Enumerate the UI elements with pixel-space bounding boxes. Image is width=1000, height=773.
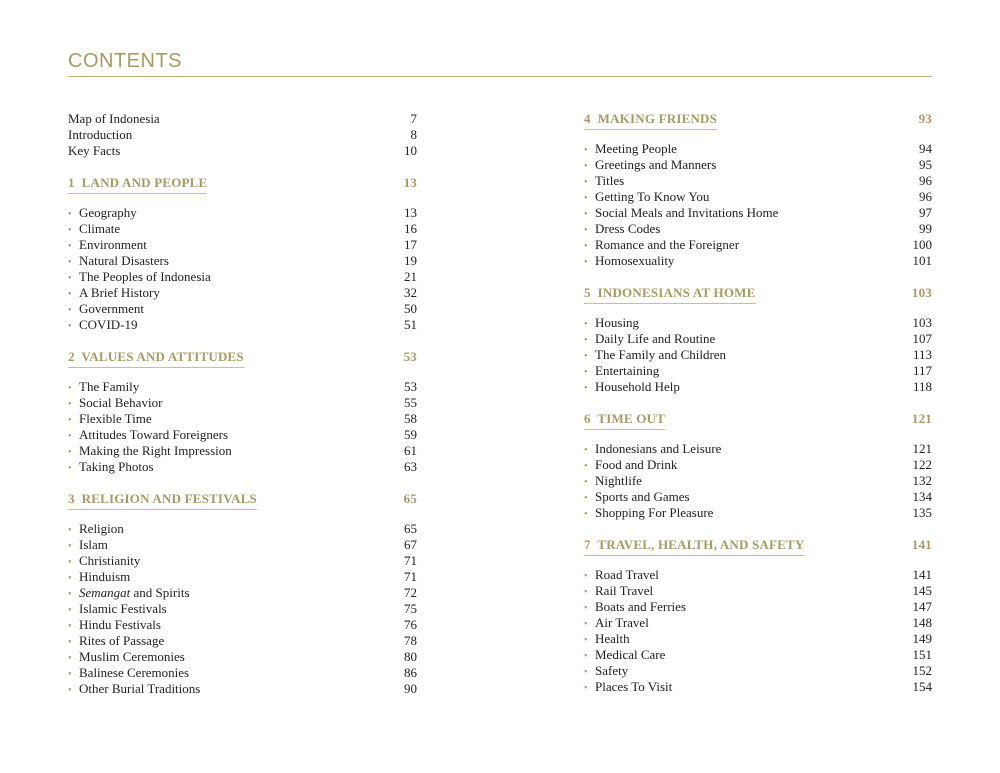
entry-page: 55	[404, 395, 417, 410]
bullet-icon: •	[584, 383, 588, 394]
bullet-icon: •	[584, 587, 588, 598]
bullet-icon: •	[68, 321, 72, 332]
chapter-heading-1[interactable]	[68, 175, 417, 191]
toc-entry[interactable]	[584, 189, 932, 205]
entry-page: 10	[404, 143, 417, 158]
toc-entry[interactable]	[584, 583, 932, 599]
entry-page: 134	[912, 489, 932, 504]
entry-page: 145	[912, 583, 932, 598]
bullet-icon: •	[68, 415, 72, 426]
bullet-icon: •	[584, 461, 588, 472]
bullet-icon: •	[584, 319, 588, 330]
toc-entry[interactable]	[584, 663, 932, 679]
chapter-title: 7 TRAVEL, HEALTH, AND SAFETY	[584, 537, 805, 556]
bullet-icon: •	[68, 685, 72, 696]
entry-label: Hinduism	[79, 569, 131, 584]
entry-label: Government	[79, 301, 144, 316]
toc-entry[interactable]	[68, 221, 417, 237]
entry-page: 76	[404, 617, 417, 632]
entry-label: Health	[595, 631, 630, 646]
toc-entry[interactable]	[584, 141, 932, 157]
entry-page: 67	[404, 537, 417, 552]
chapter-title: 1 LAND AND PEOPLE	[68, 175, 207, 194]
entry-label: Homosexuality	[595, 253, 675, 268]
entry-page: 53	[404, 379, 417, 394]
entry-label: Getting To Know You	[595, 189, 710, 204]
entry-page: 113	[912, 347, 932, 362]
entry-page: 152	[912, 663, 932, 678]
entry-page: 107	[912, 331, 932, 346]
bullet-icon: •	[68, 573, 72, 584]
bullet-icon: •	[584, 351, 588, 362]
entry-page: 17	[404, 237, 417, 252]
toc-entry[interactable]	[584, 363, 932, 379]
toc-entry[interactable]	[68, 127, 417, 143]
entry-page: 59	[404, 427, 417, 442]
entry-page: 51	[404, 317, 417, 332]
toc-entry[interactable]	[68, 237, 417, 253]
bullet-icon: •	[68, 447, 72, 458]
chapter-page: 93	[918, 111, 932, 126]
bullet-icon: •	[68, 589, 72, 600]
entry-page: 78	[404, 633, 417, 648]
entry-page: 7	[410, 111, 417, 126]
entry-label: Rail Travel	[595, 583, 654, 598]
chapter-heading-4[interactable]	[584, 111, 932, 127]
toc-entry[interactable]	[68, 633, 417, 649]
toc-entry[interactable]	[584, 489, 932, 505]
toc-entry[interactable]	[584, 679, 932, 695]
bullet-icon: •	[68, 637, 72, 648]
entry-label: COVID-19	[79, 317, 138, 332]
entry-label: Islamic Festivals	[79, 601, 167, 616]
toc-entry[interactable]	[68, 521, 417, 537]
bullet-icon: •	[68, 557, 72, 568]
entry-label: Shopping For Pleasure	[595, 505, 714, 520]
chapter-heading-2[interactable]	[68, 349, 417, 365]
entry-label: The Family and Children	[595, 347, 727, 362]
entry-page: 151	[912, 647, 932, 662]
bullet-icon: •	[584, 367, 588, 378]
toc-entry[interactable]	[68, 285, 417, 301]
entry-page: 122	[912, 457, 932, 472]
bullet-icon: •	[68, 541, 72, 552]
entry-page: 96	[919, 189, 932, 204]
bullet-icon: •	[584, 225, 588, 236]
entry-page: 86	[404, 665, 417, 680]
entry-page: 121	[912, 441, 932, 456]
chapter-page: 141	[911, 537, 932, 552]
entry-label: and Spirits	[130, 585, 190, 600]
bullet-icon: •	[68, 605, 72, 616]
toc-entry[interactable]	[584, 505, 932, 521]
bullet-icon: •	[584, 509, 588, 520]
bullet-icon: •	[68, 225, 72, 236]
toc-entry[interactable]	[68, 269, 417, 285]
bullet-icon: •	[584, 193, 588, 204]
entry-page: 71	[404, 553, 417, 568]
entry-label-italic: Semangat	[79, 585, 131, 600]
entry-label: Map of Indonesia	[68, 111, 160, 126]
chapter-page: 103	[911, 285, 932, 300]
bullet-icon: •	[584, 145, 588, 156]
entry-label: Sports and Games	[595, 489, 690, 504]
toc-entry[interactable]	[68, 443, 417, 459]
bullet-icon: •	[584, 161, 588, 172]
entry-label: Social Meals and Invitations Home	[595, 205, 779, 220]
toc-entry[interactable]	[584, 347, 932, 363]
entry-label: Meeting People	[595, 141, 677, 156]
chapter-title: 6 TIME OUT	[584, 411, 665, 430]
bullet-icon: •	[584, 635, 588, 646]
entry-label: Nightlife	[595, 473, 642, 488]
toc-entry[interactable]	[68, 459, 417, 475]
entry-label: Daily Life and Routine	[595, 331, 716, 346]
bullet-icon: •	[584, 177, 588, 188]
entry-page: 75	[404, 601, 417, 616]
entry-label: A Brief History	[79, 285, 160, 300]
entry-label: Christianity	[79, 553, 141, 568]
toc-entry[interactable]	[68, 111, 417, 127]
toc-entry[interactable]	[68, 585, 417, 601]
entry-label: Attitudes Toward Foreigners	[79, 427, 229, 442]
entry-label: Places To Visit	[595, 679, 673, 694]
entry-page: 72	[404, 585, 417, 600]
bullet-icon: •	[584, 571, 588, 582]
entry-page: 132	[912, 473, 932, 488]
chapter-heading-5[interactable]	[584, 285, 932, 301]
entry-page: 148	[912, 615, 932, 630]
bullet-icon: •	[68, 241, 72, 252]
chapter-title: 2 VALUES AND ATTITUDES	[68, 349, 244, 368]
toc-entry[interactable]	[584, 473, 932, 489]
toc-entry[interactable]	[584, 457, 932, 473]
entry-label: Islam	[79, 537, 108, 552]
toc-entry[interactable]	[584, 237, 932, 253]
entry-label: Flexible Time	[79, 411, 152, 426]
entry-page: 13	[404, 205, 417, 220]
entry-label: Titles	[595, 173, 625, 188]
toc-entry[interactable]	[584, 379, 932, 395]
bullet-icon: •	[584, 683, 588, 694]
bullet-icon: •	[584, 241, 588, 252]
entry-label: Key Facts	[68, 143, 121, 158]
toc-left-column	[68, 111, 417, 697]
toc-entry[interactable]	[68, 537, 417, 553]
bullet-icon: •	[584, 209, 588, 220]
bullet-icon: •	[68, 305, 72, 316]
entry-page: 80	[404, 649, 417, 664]
entry-label: Rites of Passage	[79, 633, 165, 648]
entry-page: 118	[912, 379, 932, 394]
toc-entry[interactable]	[68, 301, 417, 317]
entry-page: 100	[912, 237, 932, 252]
entry-label: The Family	[79, 379, 140, 394]
toc-entry[interactable]	[584, 615, 932, 631]
chapter-title: 4 MAKING FRIENDS	[584, 111, 717, 130]
entry-label: Air Travel	[595, 615, 649, 630]
entry-page: 117	[912, 363, 932, 378]
entry-page: 99	[919, 221, 932, 236]
entry-page: 50	[404, 301, 417, 316]
bullet-icon: •	[68, 383, 72, 394]
bullet-icon: •	[584, 619, 588, 630]
toc-entry[interactable]	[68, 143, 417, 159]
entry-page: 147	[912, 599, 932, 614]
entry-label: Road Travel	[595, 567, 659, 582]
entry-page: 135	[912, 505, 932, 520]
bullet-icon: •	[584, 651, 588, 662]
bullet-icon: •	[68, 273, 72, 284]
bullet-icon: •	[68, 463, 72, 474]
bullet-icon: •	[68, 621, 72, 632]
bullet-icon: •	[584, 493, 588, 504]
toc-entry[interactable]	[584, 253, 932, 269]
toc-entry[interactable]	[584, 173, 932, 189]
entry-page: 149	[912, 631, 932, 646]
toc-entry[interactable]	[68, 379, 417, 395]
entry-label: Climate	[79, 221, 121, 236]
entry-label: Food and Drink	[595, 457, 678, 472]
toc-entry[interactable]	[584, 157, 932, 173]
entry-page: 103	[912, 315, 932, 330]
toc-entry[interactable]	[68, 317, 417, 333]
entry-label: Introduction	[68, 127, 133, 142]
chapter-heading-6[interactable]	[584, 411, 932, 427]
chapter-page: 13	[403, 175, 417, 190]
chapter-heading-3[interactable]	[68, 491, 417, 507]
bullet-icon: •	[584, 667, 588, 678]
entry-page: 141	[912, 567, 932, 582]
toc-entry[interactable]	[68, 253, 417, 269]
entry-label: Making the Right Impression	[79, 443, 232, 458]
entry-label: Natural Disasters	[79, 253, 169, 268]
toc-entry[interactable]	[584, 441, 932, 457]
entry-page: 65	[404, 521, 417, 536]
entry-page: 71	[404, 569, 417, 584]
entry-label: Social Behavior	[79, 395, 163, 410]
entry-label: Other Burial Traditions	[79, 681, 201, 696]
page-title: CONTENTS	[68, 50, 182, 72]
entry-label: Indonesians and Leisure	[595, 441, 722, 456]
chapter-title: 5 INDONESIANS AT HOME	[584, 285, 756, 304]
toc-entry[interactable]	[584, 315, 932, 331]
toc-entry[interactable]	[68, 649, 417, 665]
bullet-icon: •	[68, 289, 72, 300]
entry-label: Hindu Festivals	[79, 617, 161, 632]
entry-page: 32	[404, 285, 417, 300]
bullet-icon: •	[68, 209, 72, 220]
entry-label: Environment	[79, 237, 147, 252]
toc-entry[interactable]	[68, 395, 417, 411]
entry-page: 90	[404, 681, 417, 696]
bullet-icon: •	[584, 477, 588, 488]
title-divider	[68, 76, 932, 77]
chapter-page: 121	[911, 411, 932, 426]
entry-label: Balinese Ceremonies	[79, 665, 190, 680]
entry-label: Romance and the Foreigner	[595, 237, 740, 252]
entry-label: Housing	[595, 315, 640, 330]
bullet-icon: •	[584, 335, 588, 346]
entry-label: Taking Photos	[79, 459, 154, 474]
entry-page: 94	[919, 141, 932, 156]
entry-page: 58	[404, 411, 417, 426]
entry-page: 61	[404, 443, 417, 458]
toc-entry[interactable]	[68, 427, 417, 443]
entry-page: 8	[410, 127, 417, 142]
entry-label: Entertaining	[595, 363, 660, 378]
bullet-icon: •	[68, 399, 72, 410]
chapter-page: 53	[403, 349, 417, 364]
entry-label: Household Help	[595, 379, 680, 394]
entry-page: 63	[404, 459, 417, 474]
bullet-icon: •	[584, 603, 588, 614]
toc-entry[interactable]	[584, 331, 932, 347]
chapter-title: 3 RELIGION AND FESTIVALS	[68, 491, 257, 510]
bullet-icon: •	[584, 445, 588, 456]
entry-page: 21	[404, 269, 417, 284]
entry-label: Greetings and Manners	[595, 157, 717, 172]
toc-entry[interactable]	[584, 647, 932, 663]
entry-page: 96	[919, 173, 932, 188]
toc-entry[interactable]	[68, 569, 417, 585]
chapter-heading-7[interactable]	[584, 537, 932, 553]
toc-entry[interactable]	[584, 221, 932, 237]
toc-entry[interactable]	[584, 205, 932, 221]
toc-entry[interactable]	[584, 599, 932, 615]
entry-label: Geography	[79, 205, 137, 220]
bullet-icon: •	[68, 525, 72, 536]
bullet-icon: •	[68, 653, 72, 664]
toc-entry[interactable]	[584, 631, 932, 647]
entry-label: Medical Care	[595, 647, 666, 662]
entry-page: 154	[912, 679, 932, 694]
entry-label: Boats and Ferries	[595, 599, 686, 614]
bullet-icon: •	[68, 669, 72, 680]
toc-entry[interactable]	[68, 553, 417, 569]
chapter-page: 65	[403, 491, 417, 506]
entry-label: Muslim Ceremonies	[79, 649, 185, 664]
toc-entry[interactable]	[68, 617, 417, 633]
entry-label: Safety	[595, 663, 629, 678]
entry-label: Religion	[79, 521, 124, 536]
entry-page: 16	[404, 221, 417, 236]
entry-page: 95	[919, 157, 932, 172]
entry-label: The Peoples of Indonesia	[79, 269, 211, 284]
bullet-icon: •	[584, 257, 588, 268]
entry-page: 97	[919, 205, 932, 220]
toc-entry[interactable]	[68, 681, 417, 697]
entry-page: 101	[912, 253, 932, 268]
toc-entry[interactable]	[68, 665, 417, 681]
entry-page: 19	[404, 253, 417, 268]
toc-entry[interactable]	[584, 567, 932, 583]
toc-entry[interactable]	[68, 601, 417, 617]
bullet-icon: •	[68, 431, 72, 442]
entry-label: Dress Codes	[595, 221, 661, 236]
toc-entry[interactable]	[68, 205, 417, 221]
toc-entry[interactable]	[68, 411, 417, 427]
toc-right-column	[584, 111, 932, 695]
bullet-icon: •	[68, 257, 72, 268]
